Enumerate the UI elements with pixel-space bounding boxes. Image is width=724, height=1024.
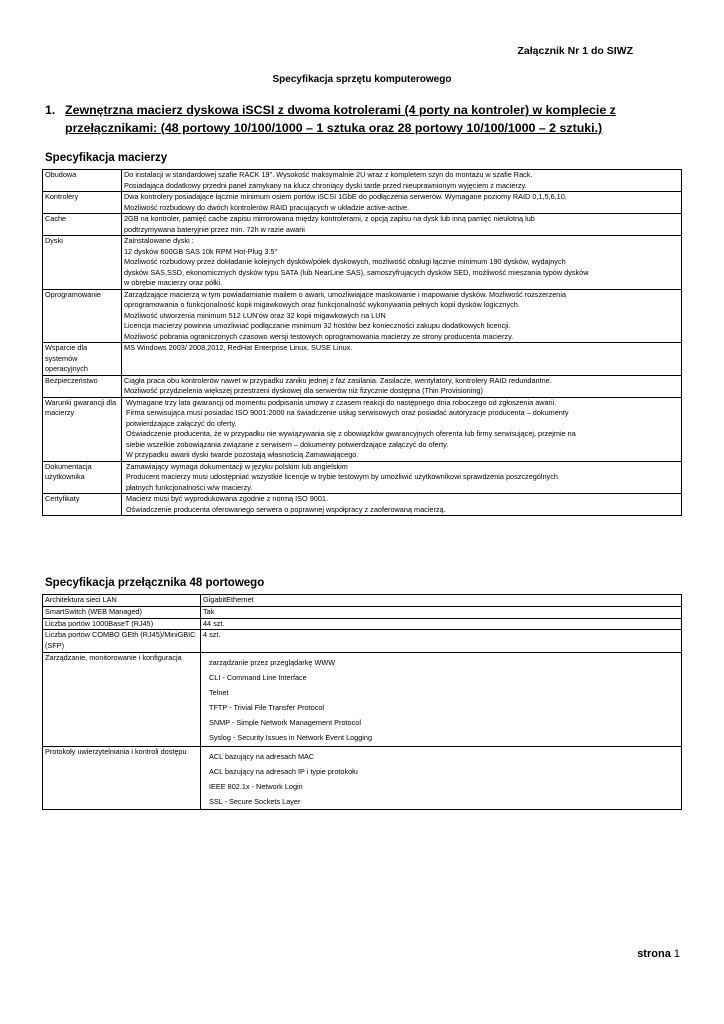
row-value: 4 szt. xyxy=(201,630,682,653)
row-label: Obudowa xyxy=(43,170,122,192)
switch-spec-table xyxy=(42,594,682,810)
value-line: Posiadająca dodatkowy przedni panel zamykany na klucz chroniący dyski tarde przed nieuprawnionym wyjęciem z macierzy. xyxy=(124,180,527,190)
value-line: Do instalacji w standardowej szafie RACK 19". Wysokość maksymalnie 2U wraz z kompletem szyn do montażu w szafie Rack. xyxy=(124,170,533,179)
value-line: w obrębie macierzy oraz półki. xyxy=(124,278,223,287)
row-value xyxy=(122,494,682,516)
row-label: Protokoły uwierzytelniania i kontroli dostępu xyxy=(43,746,201,809)
switch-spec-title: Specyfikacja przełącznika 48 portowego xyxy=(45,577,265,589)
list-item: TFTP - Trivial File Transfer Protocol xyxy=(209,703,325,713)
section-heading-text: Zewnętrzna macierz dyskowa iSCSI z dwoma kotrolerami (4 porty na kontroler) w komplecie z przełącznikami: (48 portowy 10/100/1000 – 1 sztuka oraz 28 portowy 10/100/1000 – 2 sztuki.) xyxy=(65,103,616,135)
list-item: Syslog - Security Issues in Network Event Logging xyxy=(209,733,373,743)
row-label: Dokumentacja użytkownika xyxy=(43,461,122,494)
attachment-label: Załącznik Nr 1 do SIWZ xyxy=(517,45,633,57)
table-row xyxy=(43,606,682,618)
value-line: MS Windows 2003/ 2008,2012, RedHat Enterprise Linux, SUSE Linux. xyxy=(124,343,353,352)
row-value xyxy=(122,170,682,192)
table-row xyxy=(43,192,682,214)
table-row xyxy=(43,595,682,607)
value-line: Możliwość pobrania ograniczonych czasowo wersji testowych oprogramowania macierzy ze strony producenta macierzy. xyxy=(124,331,514,341)
row-label: Dyski xyxy=(43,236,122,290)
table-row xyxy=(43,397,682,461)
value-line: Zainstalowane dyski : xyxy=(124,236,194,245)
table-row xyxy=(43,236,682,290)
value-line: podtrzymywana bateryjnie przez min. 72h w razie awarii xyxy=(124,224,305,234)
value-line: Wymagane trzy lata gwarancji od momentu podpisania umowy z czasem reakcji do następnego dnia roboczego od zgłoszenia awarii. xyxy=(126,397,557,407)
value-line: Producent macierzy musi udostępniać wszystkie licencje w trybie testowym by umożliwić użytkownikowi sprawdzenia poszczególnych xyxy=(126,472,558,481)
table-row xyxy=(43,375,682,397)
document-title: Specyfikacja sprzętu komputerowego xyxy=(272,74,452,85)
value-line: potwierdzające załączyć do oferty. xyxy=(126,418,237,428)
value-line: Możliwość rozbudowy do dwóch kontrolerów RAID pracujących w układzie active-active. xyxy=(124,202,410,212)
row-value xyxy=(122,461,682,494)
row-value: 44 szt. xyxy=(201,618,682,630)
row-value xyxy=(122,375,682,397)
row-label: Certyfikaty xyxy=(43,494,122,516)
page-number: 1 xyxy=(673,948,680,960)
row-value: GigabitEthernet xyxy=(201,595,682,607)
row-value xyxy=(122,214,682,236)
table-row xyxy=(43,214,682,236)
row-value xyxy=(122,289,682,343)
value-line: dysków SAS,SSD, ekonomicznych dysków typu SATA (lub NearLine SAS), samoszyfrujących dysków SED, możliwość mieszania typów dysków xyxy=(124,267,589,277)
row-label: Architektura sieci LAN xyxy=(43,595,201,607)
table-row xyxy=(43,652,682,746)
value-line: płatnych funkcjonalności w/w macierzy. xyxy=(126,482,253,492)
list-item: SSL - Secure Sockets Layer xyxy=(209,796,301,806)
row-value xyxy=(201,652,682,746)
table-row xyxy=(43,289,682,343)
row-value xyxy=(122,397,682,461)
value-line: W przypadku awarii dyski twarde pozostają własnością Zamawiającego. xyxy=(126,450,359,459)
section-number: 1. xyxy=(45,103,56,117)
row-value xyxy=(122,343,682,376)
value-line: Możliwość utworzenia minimum 512 LUN'ów oraz 32 kopii migawkowych na LUN xyxy=(124,310,386,320)
value-line: Zarządzające macierzą w tym powiadamianie mailem o awarii, umożliwiające maskowanie i mapowanie dysków. Możliwość rozszerzenia xyxy=(124,289,567,299)
value-line: Ciągła praca obu kontrolerów nawet w przypadku zaniku jednej z faz zasilania. Zasilacze, wentylatory, kontrolery RAID redundantne. xyxy=(124,375,552,385)
row-label: Warunki gwarancji dla macierzy xyxy=(43,397,122,461)
list-item: Telnet xyxy=(209,688,229,698)
array-spec-title: Specyfikacja macierzy xyxy=(45,152,168,164)
value-line: 12 dysków 600GB SAS 10k RPM Hot-Plug 3.5" xyxy=(124,246,278,256)
value-line: siebie wszelkie zobowiązania związane z serwisem – dokumenty potwierdzające załączyć do oferty. xyxy=(126,439,449,449)
value-line: Oświadczenie producenta oferowanego serwera o poprawnej współpracy z zaoferowaną macierzą. xyxy=(126,504,446,514)
row-label: Liczba portów 1000BaseT (RJ45) xyxy=(43,618,201,630)
row-label: Oprogramowanie xyxy=(43,289,122,343)
list-item: zarządzanie przez przeglądarkę WWW xyxy=(209,657,336,667)
array-spec-table xyxy=(42,169,682,516)
value-line: oprogramowania o funkcjonalność kopii migawkowych oraz funkcjonalność wykonywania pełnych kopii dysków logicznych. xyxy=(124,300,520,309)
value-line: Zamawiający wymaga dokumentacji w języku polskim lub angielskim xyxy=(126,461,348,471)
row-label: SmartSwitch (WEB Managed) xyxy=(43,606,201,618)
list-item: SNMP - Simple Network Management Protocol xyxy=(209,718,361,728)
value-line: 2GB na kontroler, pamięć cache zapisu mirrorowana między kontrolerami, z opcją zapisu na dysk lub inną pamięć nieulotną lub xyxy=(124,214,535,223)
table-row xyxy=(43,170,682,192)
value-line: Możliwość rozbudowy przez dokładanie kolejnych dysków/półek dyskowych, możliwość obsługi łącznie minimum 190 dysków, wydajnych xyxy=(124,257,566,266)
table-row xyxy=(43,630,682,653)
table-row xyxy=(43,494,682,516)
value-line: Macierz musi być wyprodukowana zgodnie z normą ISO 9001. xyxy=(126,494,328,503)
value-line: Licencja macierzy powinna umożliwiać podłączanie minimum 32 hostów bez konieczności zakupu dodatkowych licencji. xyxy=(124,321,511,330)
value-line: Oświadczenie producenta, że w przypadku nie wywiązywania się z obowiązków gwarancyjnych oferenta lub firmy serwisującej, przejmie na xyxy=(126,429,576,438)
row-label: Wsparcie dla systemów operacyjnych xyxy=(43,343,122,376)
row-value xyxy=(122,236,682,290)
row-label: Liczba portów COMBO GEth (RJ45)/MiniGBIC (SFP) xyxy=(43,630,201,653)
value-line: Możliwość przydzielenia większej przestrzeni dyskowej dla serwerów niż fizycznie dostępna (Thin Provisioning) xyxy=(124,386,483,395)
page-footer xyxy=(637,948,680,960)
section-heading xyxy=(45,101,685,137)
list-item: IEEE 802.1x - Network Login xyxy=(209,781,303,791)
table-row xyxy=(43,461,682,494)
row-value: Tak xyxy=(201,606,682,618)
row-label: Bezpieczeństwo xyxy=(43,375,122,397)
list-item: CLI - Command Line Interface xyxy=(209,673,307,683)
value-line: Dwa kontrolery posiadające łącznie minimum osiem portów iSCSI 1GbE do podłączenia serwerów. Wymagane poziomy RAID 0,1,5,6,10. xyxy=(124,192,567,201)
list-item: ACL bazujący na adresach MAC xyxy=(209,751,315,761)
row-label: Cache xyxy=(43,214,122,236)
table-row xyxy=(43,343,682,376)
row-label: Kontrolery xyxy=(43,192,122,214)
page-label: strona xyxy=(637,948,671,960)
list-item: ACL bazujący na adresach IP i typie protokołu xyxy=(209,766,358,776)
row-label: Zarządzanie, monitorowanie i konfiguracja xyxy=(43,652,201,746)
table-row xyxy=(43,618,682,630)
value-line: Firma serwisująca musi posiadać ISO 9001:2000 na świadczenie usług serwisowych oraz posiadać autoryzacje producenta – dokumenty xyxy=(126,408,569,417)
row-value xyxy=(122,192,682,214)
row-value xyxy=(201,746,682,809)
table-row xyxy=(43,746,682,809)
